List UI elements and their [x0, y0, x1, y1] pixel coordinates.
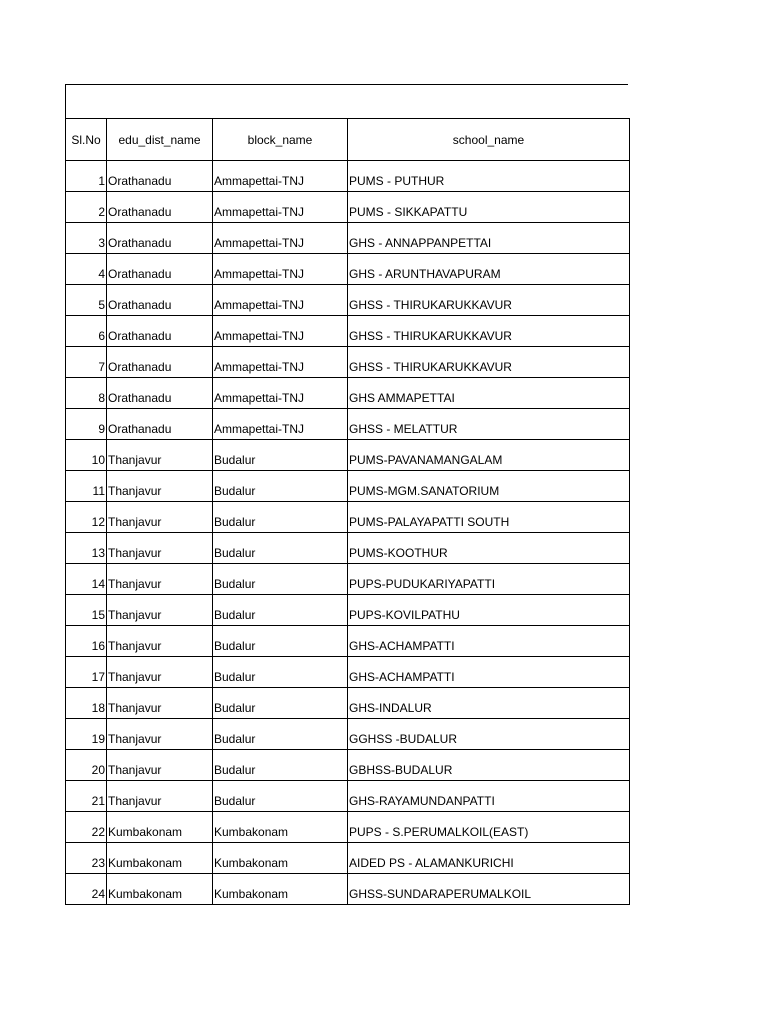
header-row — [66, 119, 630, 161]
cell-school-name: GHSS-SUNDARAPERUMALKOIL — [348, 874, 630, 905]
cell-block-name: Ammapettai-TNJ — [213, 161, 348, 192]
cell-edu-dist-name: Orathanadu — [107, 347, 213, 378]
cell-edu-dist-name: Thanjavur — [107, 626, 213, 657]
table-row — [66, 812, 630, 843]
cell-block-name: Budalur — [213, 688, 348, 719]
cell-school-name: AIDED PS - ALAMANKURICHI — [348, 843, 630, 874]
cell-edu-dist-name: Orathanadu — [107, 316, 213, 347]
cell-block-name: Ammapettai-TNJ — [213, 223, 348, 254]
table-row — [66, 471, 630, 502]
spreadsheet-page — [65, 84, 628, 905]
cell-school-name: PUMS-MGM.SANATORIUM — [348, 471, 630, 502]
table-row — [66, 223, 630, 254]
cell-block-name: Kumbakonam — [213, 843, 348, 874]
cell-school-name: GHS-INDALUR — [348, 688, 630, 719]
cell-edu-dist-name: Thanjavur — [107, 750, 213, 781]
cell-block-name: Ammapettai-TNJ — [213, 254, 348, 285]
table-body — [66, 161, 630, 905]
cell-sl-no: 10 — [66, 440, 107, 471]
cell-school-name: GHSS - THIRUKARUKKAVUR — [348, 347, 630, 378]
cell-block-name: Budalur — [213, 781, 348, 812]
cell-sl-no: 4 — [66, 254, 107, 285]
cell-school-name: GHS - ARUNTHAVAPURAM — [348, 254, 630, 285]
cell-sl-no: 7 — [66, 347, 107, 378]
cell-block-name: Budalur — [213, 626, 348, 657]
cell-sl-no: 12 — [66, 502, 107, 533]
cell-sl-no: 1 — [66, 161, 107, 192]
cell-sl-no: 23 — [66, 843, 107, 874]
cell-block-name: Budalur — [213, 657, 348, 688]
cell-edu-dist-name: Thanjavur — [107, 657, 213, 688]
cell-school-name: PUPS - S.PERUMALKOIL(EAST) — [348, 812, 630, 843]
cell-school-name: GHSS - THIRUKARUKKAVUR — [348, 316, 630, 347]
cell-edu-dist-name: Orathanadu — [107, 192, 213, 223]
table-row — [66, 874, 630, 905]
cell-sl-no: 16 — [66, 626, 107, 657]
cell-school-name: PUPS-KOVILPATHU — [348, 595, 630, 626]
cell-school-name: PUPS-PUDUKARIYAPATTI — [348, 564, 630, 595]
cell-sl-no: 24 — [66, 874, 107, 905]
table-row — [66, 843, 630, 874]
cell-sl-no: 17 — [66, 657, 107, 688]
cell-sl-no: 19 — [66, 719, 107, 750]
cell-school-name: GBHSS-BUDALUR — [348, 750, 630, 781]
cell-block-name: Budalur — [213, 595, 348, 626]
cell-sl-no: 11 — [66, 471, 107, 502]
table-row — [66, 254, 630, 285]
table-row — [66, 502, 630, 533]
cell-sl-no: 21 — [66, 781, 107, 812]
cell-block-name: Budalur — [213, 440, 348, 471]
table-row — [66, 533, 630, 564]
cell-school-name: PUMS - PUTHUR — [348, 161, 630, 192]
cell-school-name: GHS-ACHAMPATTI — [348, 626, 630, 657]
cell-edu-dist-name: Thanjavur — [107, 533, 213, 564]
table-row — [66, 316, 630, 347]
cell-school-name: GHS-ACHAMPATTI — [348, 657, 630, 688]
table-row — [66, 688, 630, 719]
cell-block-name: Kumbakonam — [213, 812, 348, 843]
cell-school-name: GHSS - MELATTUR — [348, 409, 630, 440]
cell-sl-no: 5 — [66, 285, 107, 316]
cell-sl-no: 13 — [66, 533, 107, 564]
cell-school-name: GHSS - THIRUKARUKKAVUR — [348, 285, 630, 316]
cell-edu-dist-name: Thanjavur — [107, 719, 213, 750]
cell-sl-no: 2 — [66, 192, 107, 223]
cell-edu-dist-name: Kumbakonam — [107, 874, 213, 905]
cell-block-name: Ammapettai-TNJ — [213, 192, 348, 223]
cell-sl-no: 20 — [66, 750, 107, 781]
cell-edu-dist-name: Thanjavur — [107, 688, 213, 719]
cell-edu-dist-name: Orathanadu — [107, 409, 213, 440]
cell-edu-dist-name: Thanjavur — [107, 440, 213, 471]
cell-edu-dist-name: Thanjavur — [107, 471, 213, 502]
cell-block-name: Kumbakonam — [213, 874, 348, 905]
cell-edu-dist-name: Kumbakonam — [107, 843, 213, 874]
cell-school-name: GGHSS -BUDALUR — [348, 719, 630, 750]
cell-edu-dist-name: Orathanadu — [107, 223, 213, 254]
cell-block-name: Budalur — [213, 502, 348, 533]
header-edu-dist-name: edu_dist_name — [107, 119, 213, 161]
cell-sl-no: 15 — [66, 595, 107, 626]
cell-sl-no: 6 — [66, 316, 107, 347]
cell-block-name: Ammapettai-TNJ — [213, 378, 348, 409]
header-block-name: block_name — [213, 119, 348, 161]
table-row — [66, 626, 630, 657]
cell-edu-dist-name: Orathanadu — [107, 161, 213, 192]
cell-sl-no: 18 — [66, 688, 107, 719]
table-row — [66, 161, 630, 192]
table-row — [66, 750, 630, 781]
cell-sl-no: 9 — [66, 409, 107, 440]
cell-school-name: GHS - ANNAPPANPETTAI — [348, 223, 630, 254]
cell-school-name: PUMS - SIKKAPATTU — [348, 192, 630, 223]
cell-block-name: Ammapettai-TNJ — [213, 285, 348, 316]
table-row — [66, 285, 630, 316]
blank-title-row — [65, 84, 628, 118]
cell-edu-dist-name: Orathanadu — [107, 285, 213, 316]
table-row — [66, 595, 630, 626]
cell-edu-dist-name: Thanjavur — [107, 595, 213, 626]
table-row — [66, 781, 630, 812]
cell-edu-dist-name: Thanjavur — [107, 781, 213, 812]
cell-edu-dist-name: Thanjavur — [107, 564, 213, 595]
school-table — [65, 118, 630, 905]
table-row — [66, 657, 630, 688]
cell-sl-no: 22 — [66, 812, 107, 843]
header-school-name: school_name — [348, 119, 630, 161]
cell-block-name: Budalur — [213, 471, 348, 502]
table-row — [66, 409, 630, 440]
cell-school-name: PUMS-PALAYAPATTI SOUTH — [348, 502, 630, 533]
cell-school-name: PUMS-KOOTHUR — [348, 533, 630, 564]
cell-edu-dist-name: Kumbakonam — [107, 812, 213, 843]
cell-block-name: Budalur — [213, 719, 348, 750]
cell-school-name: GHS AMMAPETTAI — [348, 378, 630, 409]
cell-block-name: Ammapettai-TNJ — [213, 347, 348, 378]
cell-block-name: Budalur — [213, 750, 348, 781]
table-row — [66, 564, 630, 595]
cell-sl-no: 14 — [66, 564, 107, 595]
cell-sl-no: 8 — [66, 378, 107, 409]
cell-sl-no: 3 — [66, 223, 107, 254]
cell-school-name: GHS-RAYAMUNDANPATTI — [348, 781, 630, 812]
table-row — [66, 347, 630, 378]
cell-block-name: Budalur — [213, 533, 348, 564]
header-sl-no: Sl.No — [66, 119, 107, 161]
table-row — [66, 719, 630, 750]
table-row — [66, 192, 630, 223]
cell-block-name: Ammapettai-TNJ — [213, 316, 348, 347]
cell-block-name: Budalur — [213, 564, 348, 595]
cell-edu-dist-name: Thanjavur — [107, 502, 213, 533]
cell-block-name: Ammapettai-TNJ — [213, 409, 348, 440]
cell-school-name: PUMS-PAVANAMANGALAM — [348, 440, 630, 471]
cell-edu-dist-name: Orathanadu — [107, 254, 213, 285]
cell-edu-dist-name: Orathanadu — [107, 378, 213, 409]
table-row — [66, 378, 630, 409]
table-row — [66, 440, 630, 471]
